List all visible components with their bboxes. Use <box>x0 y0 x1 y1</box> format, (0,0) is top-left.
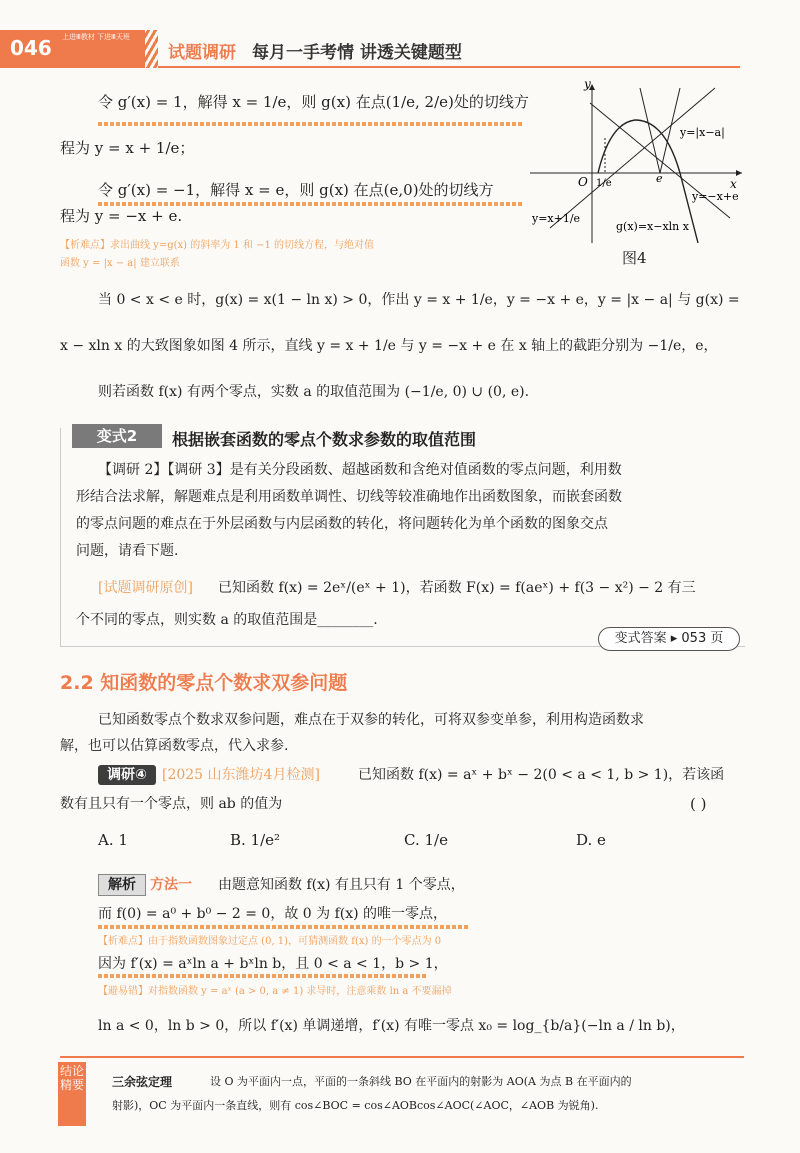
y-label: y <box>584 78 591 91</box>
origin-label: O <box>578 175 588 189</box>
option-a[interactable]: A. 1 <box>98 831 128 849</box>
question-stem: 已知函数 f(x) = 2eˣ/(eˣ + 1)，若函数 F(x) = f(aeˣ) + f(3 − x²) − 2 有三 <box>218 580 696 596</box>
header-divider <box>140 30 158 68</box>
footer-line: 设 O 为平面内一点，平面的一条斜线 BO 在平面内的射影为 AO(A 为点 B 在平面内的 <box>210 1075 632 1088</box>
note-text: 【避易错】对指数函数 y = aˣ (a > 0, a ≠ 1) 求导时，注意乘数 ln a 不要漏掉 <box>98 986 452 997</box>
text-line: 形结合法求解，解题难点是利用函数单调性、切线等较准确地作出函数图象，而嵌套函数 <box>76 489 622 505</box>
underline-wavy <box>98 122 523 126</box>
problem-source: [2025 山东潍坊4月检测] <box>162 767 320 783</box>
method-label: 方法一 <box>150 877 192 893</box>
page-number: 046 <box>10 36 52 60</box>
solution-line: 而 f(0) = a⁰ + b⁰ − 2 = 0，故 0 为 f(x) 的唯一零点， <box>98 906 448 922</box>
neg-label: y=−x+e <box>692 190 739 203</box>
text-line: 当 0 < x < e 时，g(x) = x(1 − ln x) > 0，作出 y = x + 1/e，y = −x + e，y = |x − a| 与 g(x) = <box>98 292 740 308</box>
underline-wavy <box>98 974 428 978</box>
pos-label: y=x+1/e <box>532 212 581 225</box>
footer-line: 射影)，OC 为平面内一条直线，则有 cos∠BOC = cos∠AOBcos∠AOC(∠AOC，∠AOB 为锐角). <box>112 1099 599 1112</box>
tick-e: e <box>656 172 663 185</box>
text-line: 令 g′(x) = 1，解得 x = 1/e，则 g(x) 在点(1/e, 2/e)处的切线方 <box>98 93 529 111</box>
problem-stem: 已知函数 f(x) = aˣ + bˣ − 2(0 < a < 1, b > 1)，若该函 <box>358 767 725 783</box>
text-line: 的零点问题的难点在于外层函数与内层函数的转化，将问题转化为单个函数的图象交点 <box>76 516 608 532</box>
note-text: 【析难点】由于指数函数图象过定点 (0, 1)，可猜测函数 f(x) 的一个零点为 0 <box>98 936 442 947</box>
footer-tab: 结论精要 <box>58 1062 86 1126</box>
text-line: 【调研 2】【调研 3】是有关分段函数、超越函数和含绝对值函数的零点问题，利用数 <box>98 462 622 478</box>
function-graph <box>530 78 745 268</box>
question-stem: 个不同的零点，则实数 a 的取值范围是________. <box>76 612 378 628</box>
option-c[interactable]: C. 1/e <box>404 831 448 849</box>
variant-title: 根据嵌套函数的零点个数求参数的取值范围 <box>172 430 477 449</box>
question-source: [试题调研原创] <box>98 580 193 596</box>
text-line: 问题，请看下题. <box>76 543 179 559</box>
text-line: 则若函数 f(x) 有两个零点，实数 a 的取值范围为 (−1/e, 0) ∪ (0, e). <box>98 384 530 400</box>
problem-tag: 调研④ <box>98 765 156 785</box>
solution-line: 由题意知函数 f(x) 有且只有 1 个零点， <box>218 877 465 893</box>
header-rule <box>158 66 740 68</box>
figure-caption: 图4 <box>622 249 647 267</box>
solution-line: 因为 f′(x) = aˣln a + bˣln b，且 0 < a < 1，b > 1， <box>98 956 448 972</box>
section-title: 2.2 知函数的零点个数求双参问题 <box>60 672 348 694</box>
option-d[interactable]: D. e <box>576 831 606 849</box>
text-line: 解，也可以估算函数零点，代入求参. <box>60 738 289 754</box>
footer-title: 三余弦定理 <box>112 1075 173 1089</box>
publisher-logo: 上进Ⅲ教材 下进Ⅲ天班 <box>62 33 130 41</box>
solution-tag: 解析 <box>98 874 146 896</box>
curve-label: g(x)=x−xln x <box>616 220 689 233</box>
answer-paren: ( ) <box>690 795 707 813</box>
line-pos <box>550 88 715 228</box>
header-subtitle: 每月一手考情 讲透关键题型 <box>252 43 462 63</box>
text-line: x − xln x 的大致图象如图 4 所示，直线 y = x + 1/e 与 y = −x + e 在 x 轴上的截距分别为 −1/e，e， <box>60 338 718 354</box>
option-b[interactable]: B. 1/e² <box>230 831 281 849</box>
answer-page-link[interactable]: 变式答案 ▸ 053 页 <box>598 627 740 651</box>
problem-stem: 数有且只有一个零点，则 ab 的值为 <box>60 796 283 812</box>
text-line: 程为 y = −x + e. <box>60 207 183 225</box>
x-axis-arrow <box>736 170 742 176</box>
variant-tag: 变式2 <box>72 424 162 448</box>
abs-label: y=|x−a| <box>680 126 725 139</box>
text-line: 程为 y = x + 1/e； <box>60 139 195 157</box>
header-title: 试题调研 <box>168 43 236 63</box>
note-text: 函数 y = |x − a| 建立联系 <box>60 258 180 269</box>
note-text: 【析难点】求出曲线 y=g(x) 的斜率为 1 和 −1 的切线方程，与绝对值 <box>60 240 375 251</box>
text-line: 已知函数零点个数求双参问题，难点在于双参的转化，可将双参变单参，利用构造函数求 <box>98 712 644 728</box>
underline-wavy <box>98 925 468 929</box>
solution-line: ln a < 0，ln b > 0，所以 f′(x) 单调递增，f′(x) 有唯一零点 x₀ = log_{b/a}(−ln a / ln b)， <box>98 1018 685 1034</box>
footer-rule <box>60 1056 744 1058</box>
text-line: 令 g′(x) = −1，解得 x = e，则 g(x) 在点(e,0)处的切线方 <box>98 181 494 199</box>
tick-1e: 1/e <box>596 178 612 189</box>
x-label: x <box>730 177 737 191</box>
